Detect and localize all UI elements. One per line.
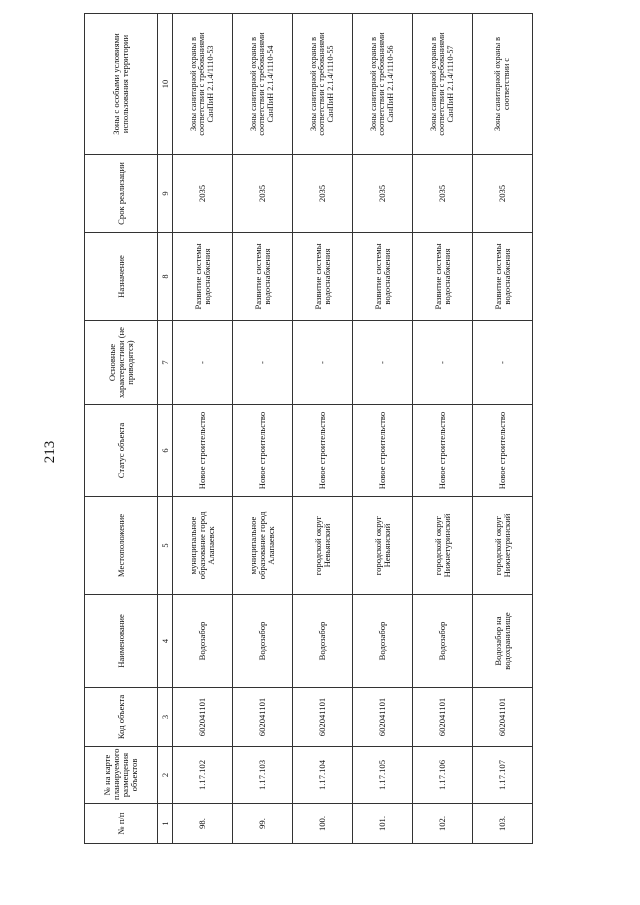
column-number: 8 bbox=[158, 233, 173, 321]
column-number-row bbox=[158, 14, 173, 844]
row-purpose: Развитие системы водоснабжения bbox=[353, 233, 413, 321]
row-map-no: 1.17.105 bbox=[353, 747, 413, 804]
row-term: 2035 bbox=[293, 155, 353, 233]
header-cell-term: Срок реализации bbox=[85, 155, 158, 233]
row-purpose: Развитие системы водоснабжения bbox=[413, 233, 473, 321]
row-name: Водозабор bbox=[233, 595, 293, 688]
row-characteristics: - bbox=[353, 321, 413, 405]
row-purpose: Развитие системы водоснабжения bbox=[233, 233, 293, 321]
table-header-row bbox=[85, 14, 158, 844]
row-term: 2035 bbox=[173, 155, 233, 233]
row-map-no: 1.17.103 bbox=[233, 747, 293, 804]
row-code: 602041101 bbox=[353, 688, 413, 747]
table-row bbox=[233, 14, 293, 844]
table-row bbox=[413, 14, 473, 844]
row-name: Водозабор bbox=[353, 595, 413, 688]
rotated-table-wrapper bbox=[84, 14, 612, 844]
table-row bbox=[293, 14, 353, 844]
header-cell-characteristics: Основные характеристики (не приводятся) bbox=[85, 321, 158, 405]
column-number: 10 bbox=[158, 14, 173, 155]
row-zones: Зоны санитарной охраны в соответствии с требованиями СанПиН 2.1.4/1110-55 bbox=[293, 14, 353, 155]
row-map-no: 1.17.102 bbox=[173, 747, 233, 804]
row-num: 102. bbox=[413, 804, 473, 844]
page-number: 213 bbox=[41, 440, 58, 464]
column-number: 1 bbox=[158, 804, 173, 844]
table-row bbox=[353, 14, 413, 844]
row-term: 2035 bbox=[353, 155, 413, 233]
table-row bbox=[473, 14, 533, 844]
row-code: 602041101 bbox=[233, 688, 293, 747]
row-status: Новое строительство bbox=[173, 405, 233, 497]
row-zones: Зоны санитарной охраны в соответствии с требованиями СанПиН 2.1.4/1110-54 bbox=[233, 14, 293, 155]
row-num: 101. bbox=[353, 804, 413, 844]
column-number: 6 bbox=[158, 405, 173, 497]
column-number: 7 bbox=[158, 321, 173, 405]
column-number: 3 bbox=[158, 688, 173, 747]
row-status: Новое строительство bbox=[353, 405, 413, 497]
row-zones: Зоны санитарной охраны в соответствии с требованиями СанПиН 2.1.4/1110-53 bbox=[173, 14, 233, 155]
row-characteristics: - bbox=[473, 321, 533, 405]
column-number: 9 bbox=[158, 155, 173, 233]
column-number: 2 bbox=[158, 747, 173, 804]
row-location: муниципальное образование город Алапаевск bbox=[233, 497, 293, 595]
row-purpose: Развитие системы водоснабжения bbox=[173, 233, 233, 321]
objects-table bbox=[84, 13, 533, 844]
row-num: 100. bbox=[293, 804, 353, 844]
row-name: Водозабор bbox=[413, 595, 473, 688]
header-cell-location: Местоположение bbox=[85, 497, 158, 595]
row-status: Новое строительство bbox=[413, 405, 473, 497]
table-row bbox=[173, 14, 233, 844]
header-cell-map-no: № на карте планируемого размещения объектов bbox=[85, 747, 158, 804]
row-location: городской округ Невьянский bbox=[293, 497, 353, 595]
row-zones: Зоны санитарной охраны в соответствии с требованиями СанПиН 2.1.4/1110-56 bbox=[353, 14, 413, 155]
header-cell-zones: Зоны с особыми условиями использования территории bbox=[85, 14, 158, 155]
row-zones: Зоны санитарной охраны в соответствии с требованиями СанПиН 2.1.4/1110-57 bbox=[413, 14, 473, 155]
row-location: городской округ Нижнетуринский bbox=[413, 497, 473, 595]
row-status: Новое строительство bbox=[293, 405, 353, 497]
row-term: 2035 bbox=[473, 155, 533, 233]
column-number: 4 bbox=[158, 595, 173, 688]
row-num: 103. bbox=[473, 804, 533, 844]
header-cell-num: № п/п bbox=[85, 804, 158, 844]
row-code: 602041101 bbox=[413, 688, 473, 747]
row-map-no: 1.17.107 bbox=[473, 747, 533, 804]
column-number: 5 bbox=[158, 497, 173, 595]
row-characteristics: - bbox=[413, 321, 473, 405]
row-num: 98. bbox=[173, 804, 233, 844]
row-location: городской округ Невьянский bbox=[353, 497, 413, 595]
header-cell-purpose: Назначение bbox=[85, 233, 158, 321]
row-status: Новое строительство bbox=[233, 405, 293, 497]
row-purpose: Развитие системы водоснабжения bbox=[473, 233, 533, 321]
row-code: 602041101 bbox=[173, 688, 233, 747]
row-purpose: Развитие системы водоснабжения bbox=[293, 233, 353, 321]
row-map-no: 1.17.106 bbox=[413, 747, 473, 804]
row-characteristics: - bbox=[173, 321, 233, 405]
row-name: Водозабор bbox=[173, 595, 233, 688]
header-cell-name: Наименование bbox=[85, 595, 158, 688]
header-cell-status: Статус объекта bbox=[85, 405, 158, 497]
row-location: муниципальное образование город Алапаевск bbox=[173, 497, 233, 595]
row-characteristics: - bbox=[293, 321, 353, 405]
row-name: Водозабор на водохранилище bbox=[473, 595, 533, 688]
row-term: 2035 bbox=[413, 155, 473, 233]
header-cell-code: Код объекта bbox=[85, 688, 158, 747]
row-name: Водозабор bbox=[293, 595, 353, 688]
row-code: 602041101 bbox=[293, 688, 353, 747]
row-location: городской округ Нижнетуринский bbox=[473, 497, 533, 595]
row-zones: Зоны санитарной охраны в соответствии с bbox=[473, 14, 533, 155]
row-num: 99. bbox=[233, 804, 293, 844]
row-code: 602041101 bbox=[473, 688, 533, 747]
rotated-sheet bbox=[84, 14, 612, 844]
row-status: Новое строительство bbox=[473, 405, 533, 497]
row-characteristics: - bbox=[233, 321, 293, 405]
row-map-no: 1.17.104 bbox=[293, 747, 353, 804]
row-term: 2035 bbox=[233, 155, 293, 233]
